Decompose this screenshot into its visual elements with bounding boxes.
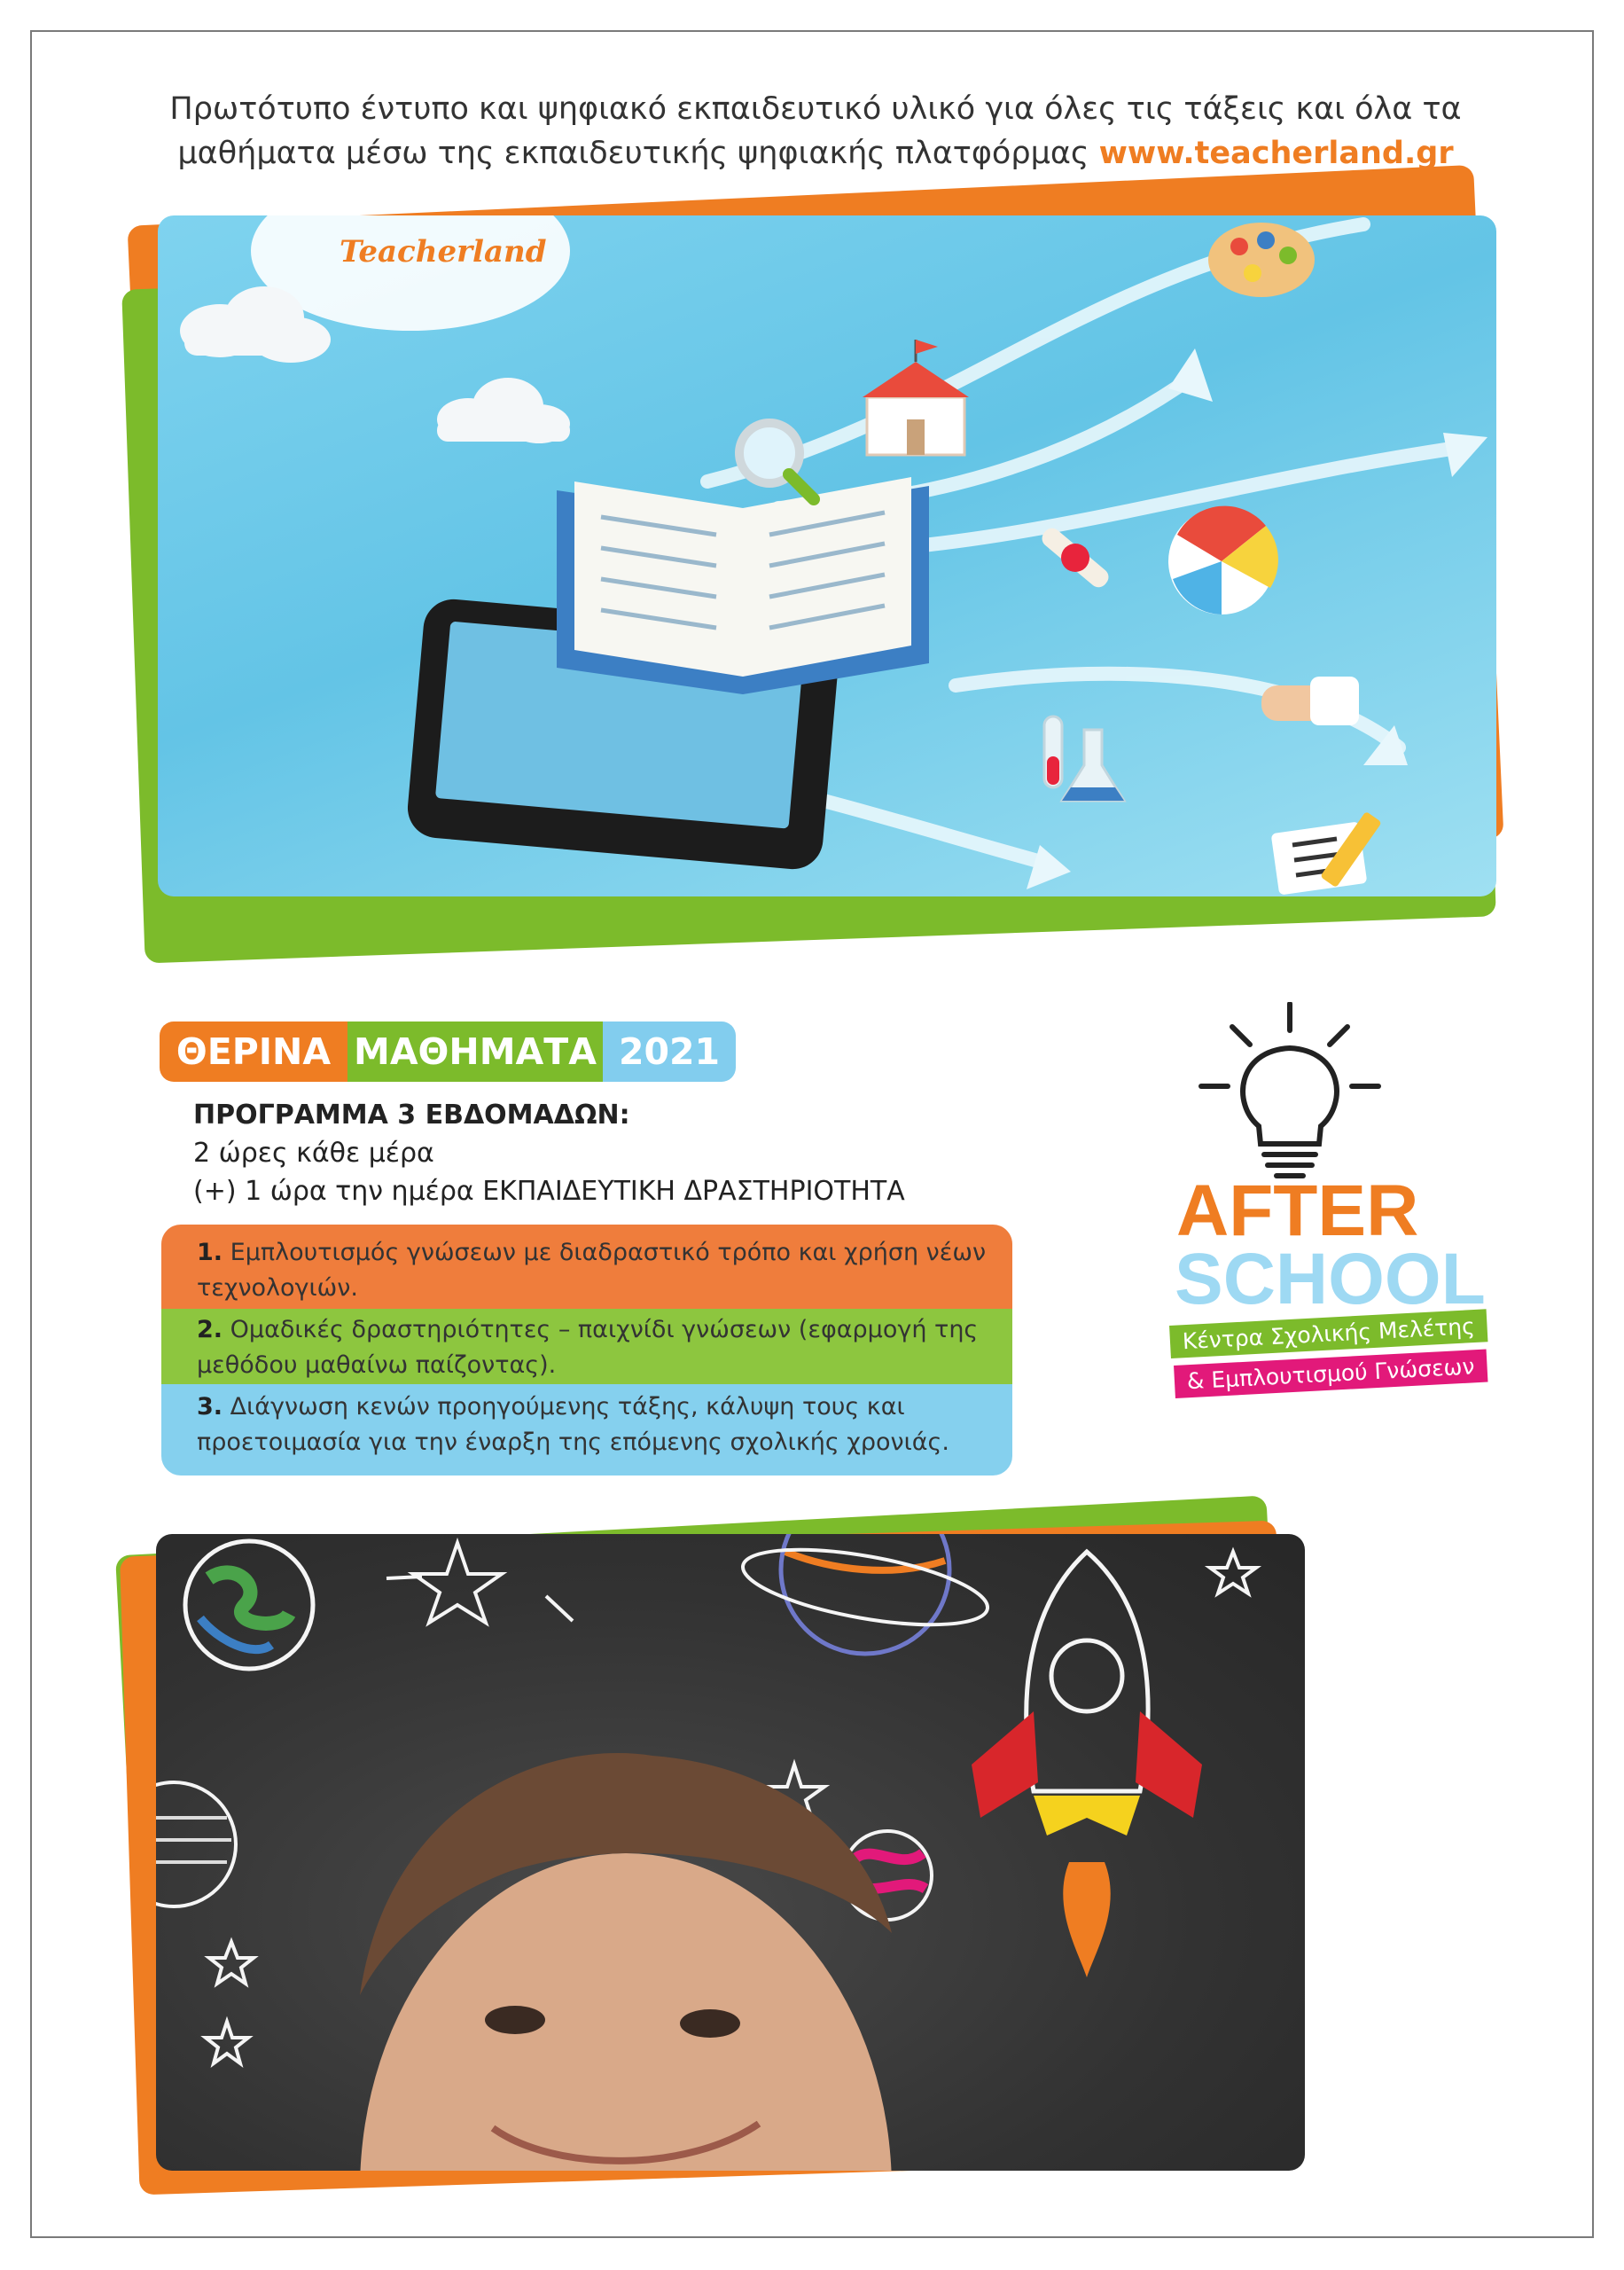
chalkboard-artwork <box>156 1534 1305 2171</box>
point-text: Ομαδικές δραστηριότητες – παιχνίδι γνώσεων (εφαρμογή της μεθόδου μαθαίνω παίζοντας). <box>197 1316 979 1379</box>
glove-icon <box>1261 677 1359 725</box>
point-number: 1. <box>197 1239 223 1266</box>
child-face <box>360 1753 892 2171</box>
lab-flask-icon <box>1044 716 1124 801</box>
striped-planet-doodle-icon <box>156 1782 236 1906</box>
program-title: ΠΡΟΓΡΑΜΜΑ 3 ΕΒΔΟΜΑΔΩΝ: <box>193 1100 630 1131</box>
earth-doodle-icon <box>185 1541 313 1669</box>
school-icon <box>863 340 969 455</box>
open-book-icon <box>557 477 929 694</box>
magnifier-icon <box>739 423 814 499</box>
point-text: Εμπλουτισμός γνώσεων με διαδραστικό τρόπο και χρήση νέων τεχνολογιών. <box>197 1239 987 1302</box>
intro-text <box>142 87 1489 176</box>
beach-ball-icon <box>1168 506 1278 614</box>
logo-after: AFTER <box>1176 1170 1419 1251</box>
point-number: 3. <box>197 1393 223 1421</box>
rocket-doodle-icon <box>972 1552 1202 1977</box>
point-item-3 <box>161 1384 1012 1476</box>
tag-year: 2021 <box>603 1022 736 1082</box>
lightbulb-icon <box>1197 1002 1383 1179</box>
logo-subtitle-1: Κέντρα Σχολικής Μελέτης <box>1169 1309 1488 1358</box>
point-item-2 <box>161 1309 1012 1384</box>
cloud-icon-2 <box>437 378 570 443</box>
notepad-pencil-icon <box>1271 811 1382 896</box>
logo-subtitle-2: & Εμπλουτισμού Γνώσεων <box>1174 1350 1487 1398</box>
ringed-planet-doodle-icon <box>738 1534 993 1654</box>
tag-lessons: ΜΑΘΗΜΑΤΑ <box>347 1022 603 1082</box>
point-item-1 <box>161 1225 1012 1309</box>
child-chalkboard-photo <box>156 1534 1305 2171</box>
hero-artwork <box>158 215 1496 896</box>
logo-school: SCHOOL <box>1175 1239 1486 1319</box>
program-hours: 2 ώρες κάθε μέρα <box>193 1138 434 1169</box>
hero-illustration <box>158 215 1496 896</box>
diploma-icon <box>1038 525 1112 591</box>
program-points <box>161 1225 1012 1476</box>
intro-sentence: Πρωτότυπο έντυπο και ψηφιακό εκπαιδευτικό υλικό για όλες τις τάξεις και όλα τα μαθήματα μέσω της εκπαιδευτικής ψηφιακής πλατφόρμας <box>169 91 1462 171</box>
program-activity: (+) 1 ώρα την ημέρα ΕΚΠΑΙΔΕΥΤΙΚΗ ΔΡΑΣΤΗΡΙΟΤΗΤΑ <box>193 1176 905 1207</box>
palette-icon <box>1208 223 1315 297</box>
teacherland-logo: Teacherland <box>340 234 547 270</box>
point-number: 2. <box>197 1316 223 1343</box>
tag-summer: ΘΕΡΙΝΑ <box>160 1022 347 1082</box>
website-link[interactable]: www.teacherland.gr <box>1098 136 1454 171</box>
point-text: Διάγνωση κενών προηγούμενης τάξης, κάλυψη τους και προετοιμασία για την έναρξη της επόμενης σχολικής χρονιάς. <box>197 1393 949 1456</box>
